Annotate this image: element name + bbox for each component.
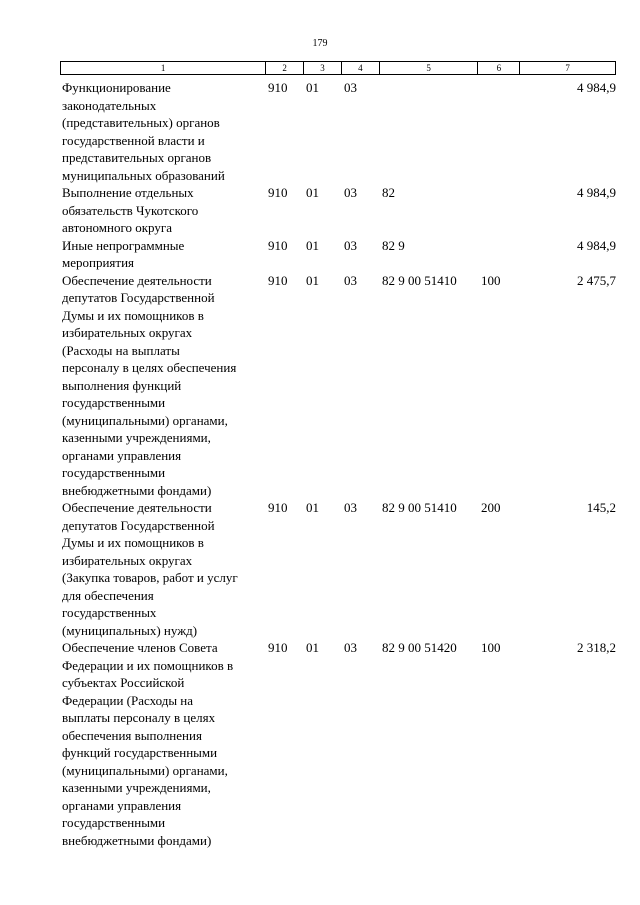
row-col-4: 03 [344,500,357,515]
row-col-2: 910 [268,185,288,200]
table-row [60,237,620,272]
row-col-5: 82 [382,185,395,200]
table-row [60,272,620,500]
row-col-4: 03 [344,640,357,655]
row-col-6: 100 [481,640,501,655]
row-col-2: 910 [268,272,288,288]
header-col-2: 2 [266,62,304,74]
table-body [60,79,620,849]
row-col-6: 200 [481,500,501,515]
row-amount: 4 984,9 [577,80,616,95]
row-col-3: 01 [306,237,319,253]
row-col-5: 82 9 00 51420 [382,640,457,655]
row-col-6 [479,237,521,272]
row-amount: 2 475,7 [577,272,616,288]
row-name: Иные непрограммные мероприятия [62,237,185,270]
row-amount: 4 984,9 [577,185,616,200]
row-name: Обеспечение деятельности депутатов Государственной Думы и их помощников в избирательных округах (Закупка товаров, работ и услуг для обеспечения государственных (муниципальных) нужд) [62,500,238,638]
row-name: Обеспечение членов Совета Федерации и их помощников в субъектах Российской Федерации (Расходы на выплаты персоналу в целях обеспечения выполнения функций государственными (муниципальными) органами, казенными учреждениями, органами управления государственными внебюджетными фондами) [62,640,234,848]
row-amount: 4 984,9 [577,237,616,253]
row-col-5: 82 9 00 51410 [382,500,457,515]
row-name: Функционирование законодательных (представительных) органов государственной власти и представительных органов муниципальных образований [62,80,225,183]
table-header [60,61,616,75]
header-col-7: 7 [565,62,570,73]
row-col-3: 01 [306,185,319,200]
row-col-2: 910 [268,80,288,95]
row-col-3: 01 [306,500,319,515]
row-col-3: 01 [306,640,319,655]
header-col-3: 3 [304,62,342,74]
row-col-5: 82 9 00 51410 [382,272,457,288]
page-number: 179 [312,38,328,49]
header-col-5: 5 [380,62,479,74]
row-col-3: 01 [306,272,319,288]
row-col-6: 100 [481,272,501,288]
row-col-4: 03 [344,185,357,200]
row-amount: 145,2 [586,500,616,515]
row-col-5 [380,79,479,184]
table-row [60,184,620,237]
row-amount: 2 318,2 [577,640,616,655]
table-row [60,499,620,639]
header-col-1: 1 [61,62,266,74]
row-col-3: 01 [306,80,319,95]
row-col-6 [479,79,521,184]
row-name: Обеспечение деятельности депутатов Государственной Думы и их помощников в избирательных округах (Расходы на выплаты персоналу в целях обеспечения выполнения функций государственными (муниципальными) органами, казенными учреждениями, органами управления государственными внебюджетными фондами) [62,272,237,498]
header-col-4: 4 [342,62,380,74]
row-col-2: 910 [268,640,288,655]
row-col-5: 82 9 [382,237,405,253]
row-name: Выполнение отдельных обязательств Чукотского автономного округа [62,185,199,235]
row-col-4: 03 [344,272,357,288]
table-row [60,639,620,849]
table-row [60,79,620,184]
header-col-6: 6 [478,62,520,74]
row-col-4: 03 [344,237,357,253]
row-col-4: 03 [344,80,357,95]
row-col-6 [479,184,521,237]
row-col-2: 910 [268,237,288,253]
row-col-2: 910 [268,500,288,515]
